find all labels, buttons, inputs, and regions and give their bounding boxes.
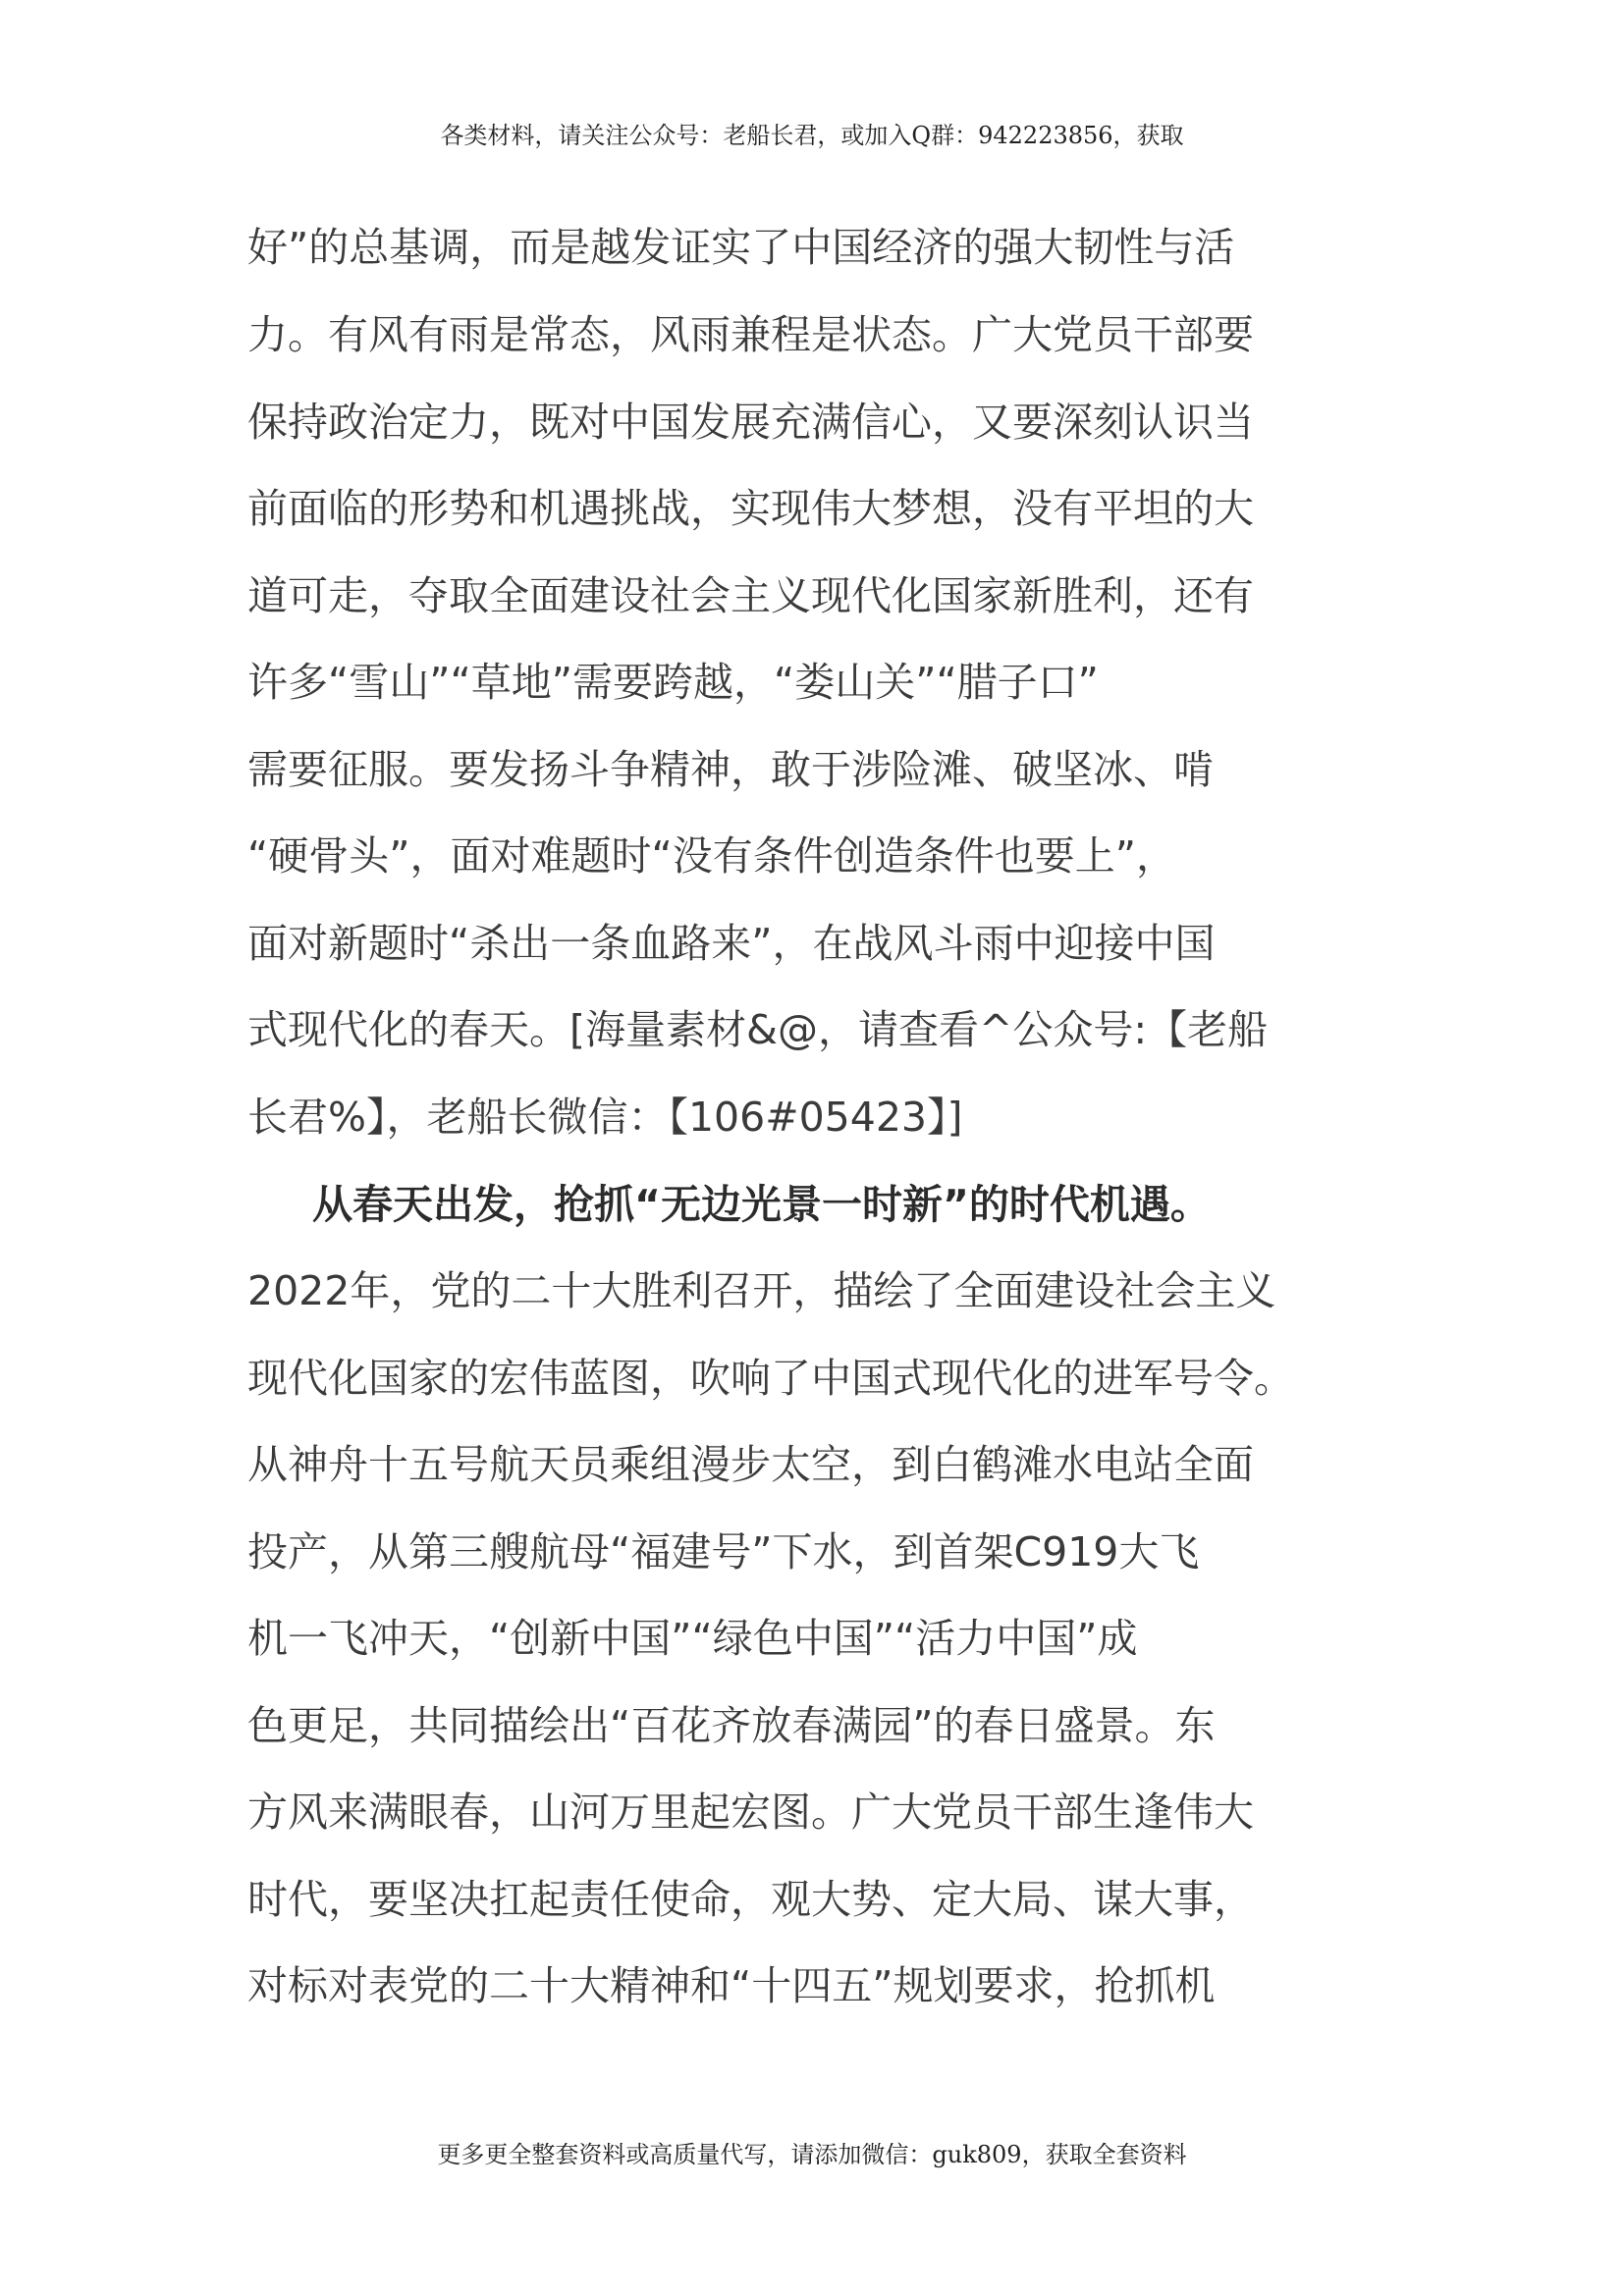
body-line: 力。有风有雨是常态，风雨兼程是状态。广大党员干部要: [247, 311, 1254, 358]
body-line: 好”的总基调，而是越发证实了中国经济的强大韧性与活: [247, 224, 1235, 271]
body-line: 前面临的形势和机遇挑战，实现伟大梦想，没有平坦的大: [247, 485, 1254, 532]
body-line: 面对新题时“杀出一条血路来”，在战风斗雨中迎接中国: [247, 920, 1216, 967]
body-line: 现代化国家的宏伟蓝图，吹响了中国式现代化的进军号令。: [247, 1355, 1294, 1402]
page-header: 各类材料，请关注公众号：老船长君，或加入Q群：942223856，获取: [440, 122, 1184, 149]
body-line: 色更足，共同描绘出“百花齐放春满园”的春日盛景。东: [247, 1702, 1216, 1749]
body-line: 道可走，夺取全面建设社会主义现代化国家新胜利，还有: [247, 572, 1254, 619]
body-line: 从神舟十五号航天员乘组漫步太空，到白鹤滩水电站全面: [247, 1441, 1254, 1488]
body-line: 长君%】，老船长微信：【106#05423】]: [247, 1094, 963, 1141]
body-line: 2022年，党的二十大胜利召开，描绘了全面建设社会主义: [247, 1267, 1276, 1314]
body-line: 时代，要坚决扛起责任使命，观大势、定大局、谋大事，: [247, 1876, 1254, 1923]
body-line: 许多“雪山”“草地”需要跨越，“娄山关”“腊子口”: [247, 659, 1099, 706]
body-line: 投产，从第三艘航母“福建号”下水，到首架C919大飞: [247, 1528, 1200, 1575]
body-line: 机一飞冲天，“创新中国”“绿色中国”“活力中国”成: [247, 1615, 1138, 1662]
body-line: 需要征服。要发扬斗争精神，敢于涉险滩、破坚冰、啃: [247, 746, 1214, 793]
body-line: 方风来满眼春，山河万里起宏图。广大党员干部生逢伟大: [247, 1789, 1254, 1836]
body-line: “硬骨头”，面对难题时“没有条件创造条件也要上”，: [247, 832, 1176, 880]
body-line: 对标对表党的二十大精神和“十四五”规划要求，抢抓机: [247, 1962, 1216, 2009]
section-heading: 从春天出发，抢抓“无边光景一时新”的时代机遇。: [312, 1181, 1211, 1228]
body-line: 保持政治定力，既对中国发展充满信心，又要深刻认识当: [247, 399, 1254, 446]
body-line: 式现代化的春天。[海量素材&@，请查看^公众号:【老船: [247, 1006, 1269, 1053]
page-footer: 更多更全整套资料或高质量代写，请添加微信：guk809，获取全套资料: [437, 2141, 1187, 2168]
